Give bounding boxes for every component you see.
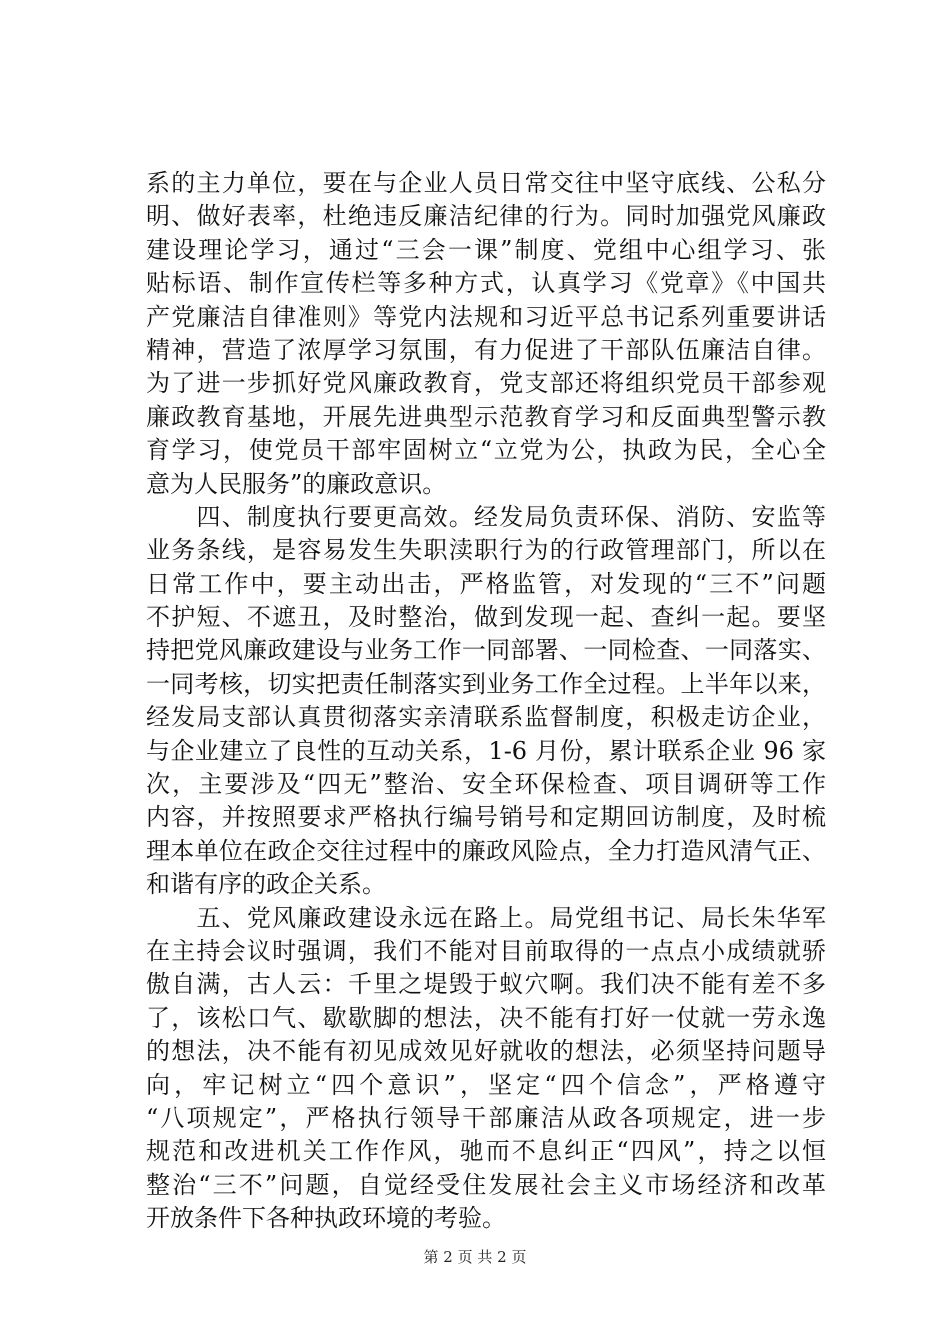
text-line: 五、党风廉政建设永远在路上。局党组书记、局长朱华军 (146, 903, 826, 932)
text-line: 系的主力单位，要在与企业人员日常交往中坚守底线、公私分 (146, 169, 826, 197)
text-line: 和谐有序的政企关系。 (146, 870, 386, 899)
text-line: 业务条线，是容易发生失职渎职行为的行政管理部门，所以在 (146, 536, 826, 565)
text-line: 的想法，决不能有初见成效见好就收的想法，必须坚持问题导 (146, 1037, 826, 1066)
text-line: 明、做好表率，杜绝违反廉洁纪律的行为。同时加强党风廉政 (146, 202, 826, 231)
text-line: 了，该松口气、歇歇脚的想法，决不能有打好一仗就一劳永逸 (146, 1003, 826, 1032)
text-line: 育学习，使党员干部牢固树立“立党为公，执政为民，全心全 (146, 436, 826, 465)
text-line: 廉政教育基地，开展先进典型示范教育学习和反面典型警示教 (146, 402, 826, 431)
text-line: 在主持会议时强调，我们不能对目前取得的一点点小成绩就骄 (146, 936, 826, 965)
text-line: 理本单位在政企交往过程中的廉政风险点，全力打造风清气正、 (146, 836, 826, 865)
text-line: 向，牢记树立“四个意识”，坚定“四个信念”，严格遵守 (146, 1070, 826, 1099)
text-line: 四、制度执行要更高效。经发局负责环保、消防、安监等 (146, 502, 826, 531)
text-line: “八项规定”，严格执行领导干部廉洁从政各项规定，进一步 (146, 1103, 826, 1132)
text-line: 意为人民服务”的廉政意识。 (146, 469, 447, 498)
text-line: 日常工作中，要主动出击，严格监管，对发现的“三不”问题 (146, 569, 826, 598)
text-line: 一同考核，切实把责任制落实到业务工作全过程。上半年以来， (146, 669, 826, 698)
text-line: 与企业建立了良性的互动关系，1-6 月份，累计联系企业 96 家 (146, 736, 826, 765)
text-line: 内容，并按照要求严格执行编号销号和定期回访制度，及时梳 (146, 803, 826, 832)
document-body (146, 167, 826, 1236)
text-line: 开放条件下各种执政环境的考验。 (146, 1204, 506, 1233)
text-line: 产党廉洁自律准则》等党内法规和习近平总书记系列重要讲话 (146, 302, 826, 331)
text-line: 为了进一步抓好党风廉政教育，党支部还将组织党员干部参观 (146, 369, 826, 398)
text-line: 整治“三不”问题，自觉经受住发展社会主义市场经济和改革 (146, 1170, 826, 1199)
text-line: 规范和改进机关工作作风，驰而不息纠正“四风”，持之以恒 (146, 1137, 826, 1166)
text-line: 次，主要涉及“四无”整治、安全环保检查、项目调研等工作 (146, 770, 826, 799)
text-line: 建设理论学习，通过“三会一课”制度、党组中心组学习、张 (146, 235, 826, 264)
page-footer: 第 2 页 共 2 页 (423, 1248, 527, 1266)
text-line: 贴标语、制作宣传栏等多种方式，认真学习《党章》《中国共 (146, 269, 826, 298)
text-line: 经发局支部认真贯彻落实亲清联系监督制度，积极走访企业， (146, 703, 826, 732)
text-line: 傲自满，古人云：千里之堤毁于蚁穴啊。我们决不能有差不多 (146, 970, 826, 999)
text-line: 不护短、不遮丑，及时整治，做到发现一起、查纠一起。要坚 (146, 603, 826, 632)
text-line: 持把党风廉政建设与业务工作一同部署、一同检查、一同落实、 (146, 636, 826, 665)
text-line: 精神，营造了浓厚学习氛围，有力促进了干部队伍廉洁自律。 (146, 335, 826, 364)
